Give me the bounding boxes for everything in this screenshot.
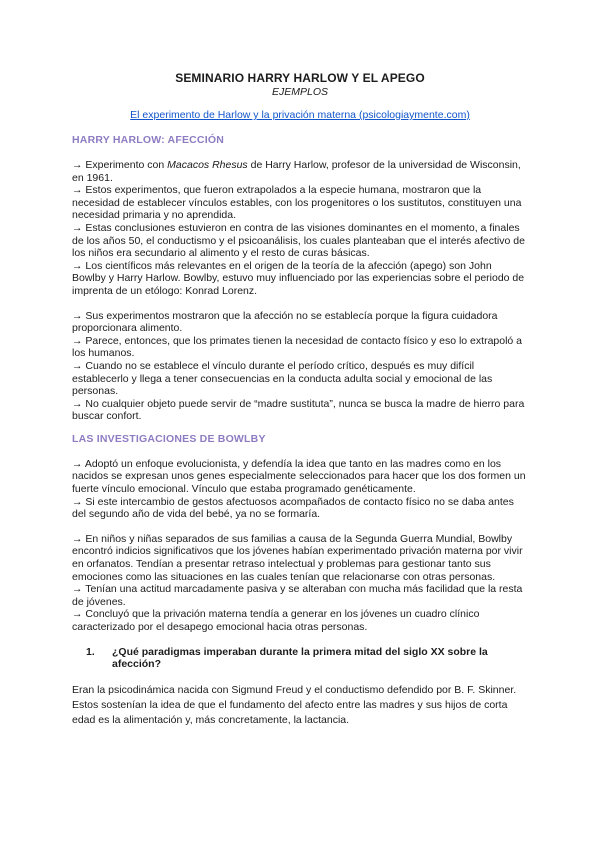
- question-item: [86, 646, 528, 671]
- paragraph-text: de Harry Harlow, profesor de la universidad de Wisconsin, en 1961.: [72, 159, 521, 184]
- question-text: ¿Qué paradigmas imperaban durante la primera mitad del siglo XX sobre la afección?: [112, 645, 488, 671]
- spacer: [72, 298, 528, 310]
- paragraph: → Estas conclusiones estuvieron en contra de las visiones dominantes en el momento, a finales de los años 50, el conductismo y el psicoanálisis, los cuales planteaban que el interés afectivo de los niños era secundario al alimento y el resto de curas básicas.: [72, 221, 525, 260]
- paragraph: → Cuando no se establece el vínculo durante el período crítico, después es muy difícil establecerlo y llega a tener consecuencias en la conducta adulta social y emocional de las personas.: [72, 359, 493, 398]
- paragraph: → Los científicos más relevantes en el origen de la teoría de la afección (apego) son John Bowlby y Harry Harlow. Bowlby, estuvo muy influenciado por las experiencias sobre el periodo de imprenta de un etólogo: Konrad Lorenz.: [72, 259, 525, 297]
- paragraph: [72, 159, 528, 184]
- paragraph: → Concluyó que la privación materna tendía a generar en los jóvenes un cuadro clínico caracterizado por el desapego emocional hacia otras personas.: [72, 608, 480, 633]
- paragraph: → Estos experimentos, que fueron extrapolados a la especie humana, mostraron que la necesidad de establecer vínculos estables, con los progenitores o los sustitutos, constituyen una necesidad primaria y no aprendida.: [72, 184, 522, 222]
- species-name: Macacos Rhesus: [167, 159, 248, 171]
- paragraph: → Si este intercambio de gestos afectuosos acompañados de contacto físico no se daba antes del segundo año de vida del bebé, ya no se formaría.: [72, 495, 514, 521]
- paragraph: → No cualquier objeto puede servir de “madre sustituta”, nunca se busca la madre de hierro para buscar confort.: [72, 397, 525, 423]
- paragraph: → En niños y niñas separados de sus familias a causa de la Segunda Guerra Mundial, Bowlby encontró indicios significativos que los jóvenes habían experimentado privación materna por vivir en orfanatos. Tendían a presentar retraso intelectual y problemas para gestionar tanto sus emociones como las situaciones en las cuales tenían que relacionarse con otras personas.: [72, 532, 523, 583]
- paragraph: → Parece, entonces, que los primates tienen la necesidad de contacto físico y eso lo extrapoló a los humanos.: [72, 334, 523, 360]
- paragraph: → Sus experimentos mostraron que la afección no se establecía porque la figura cuidadora proporcionara alimento.: [72, 309, 498, 335]
- paragraph: → Adoptó un enfoque evolucionista, y defendía la idea que tanto en las madres como en los nacidos se expresan unos genes especialmente seleccionados para hacer que los dos formen un fuerte vínculo emocional. Vínculo que estaba programado genéticamente.: [72, 457, 526, 496]
- paragraph: → Tenían una actitud marcadamente pasiva y se alteraban con mucha más facilidad que la resta de jóvenes.: [72, 583, 523, 608]
- spacer: [72, 521, 528, 533]
- section-heading-harlow: HARRY HARLOW: AFECCIÓN: [72, 134, 224, 146]
- paragraph-text: → Experimento con: [72, 159, 168, 171]
- question-number: 1.: [86, 645, 95, 658]
- spacer: [72, 634, 528, 646]
- document-title: SEMINARIO HARRY HARLOW Y EL APEGO: [175, 71, 425, 85]
- section-heading-bowlby: LAS INVESTIGACIONES DE BOWLBY: [72, 432, 266, 445]
- article-link[interactable]: El experimento de Harlow y la privación materna (psicologiaymente.com): [130, 109, 470, 121]
- spacer: [72, 423, 528, 433]
- answer-paragraph: Eran la psicodinámica nacida con Sigmund Freud y el conductismo defendido por B. F. Skinner. Estos sostenían la idea de que el fundamento del afecto entre las madres y sus hijos de corta edad es la alimentación y, más concretamente, la lactancia.: [72, 683, 517, 726]
- document-subtitle: EJEMPLOS: [271, 86, 329, 98]
